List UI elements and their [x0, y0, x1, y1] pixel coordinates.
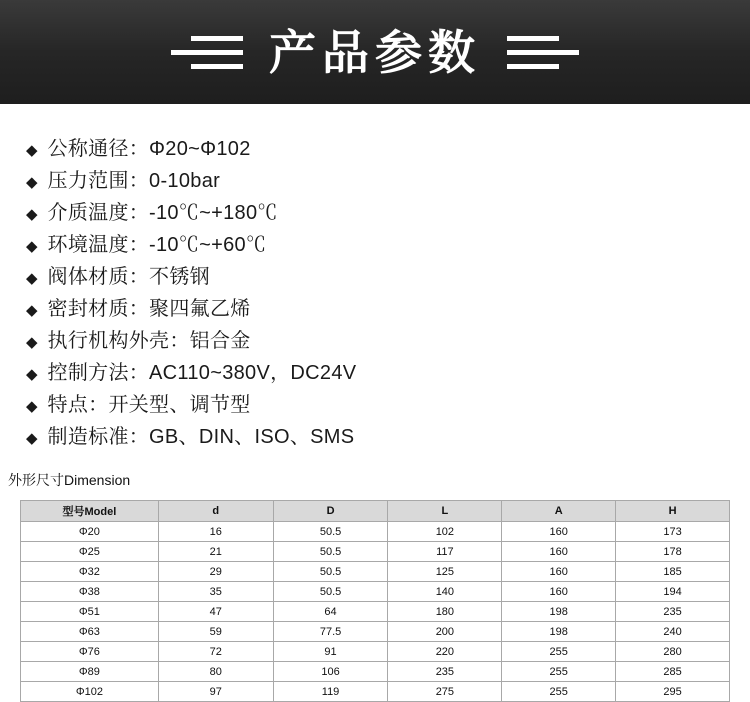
list-item [26, 294, 750, 326]
page-banner [0, 0, 750, 104]
cell-D: 50.5 [273, 542, 388, 562]
cell-L: 125 [388, 562, 502, 582]
spec-text: 阀体材质：不锈钢 [47, 266, 210, 288]
table-row [21, 562, 730, 582]
table-row [21, 622, 730, 642]
diamond-bullet-icon: ◆ [26, 142, 38, 159]
cell-A: 160 [502, 542, 616, 562]
cell-A: 255 [502, 642, 616, 662]
cell-L: 235 [388, 662, 502, 682]
cell-A: 198 [502, 602, 616, 622]
cell-model: Φ32 [21, 562, 159, 582]
cell-A: 198 [502, 622, 616, 642]
table-header-row [21, 501, 730, 522]
list-item [26, 358, 750, 390]
cell-model: Φ102 [21, 682, 159, 702]
cell-model: Φ89 [21, 662, 159, 682]
spec-text: 制造标准：GB、DIN、ISO、SMS [47, 426, 355, 448]
cell-A: 255 [502, 682, 616, 702]
cell-d: 29 [158, 562, 273, 582]
cell-D: 50.5 [273, 582, 388, 602]
spec-text: 环境温度：-10℃~+60℃ [47, 234, 267, 256]
cell-H: 173 [616, 522, 730, 542]
diamond-bullet-icon: ◆ [26, 334, 38, 351]
cell-H: 178 [616, 542, 730, 562]
cell-D: 106 [273, 662, 388, 682]
cell-D: 91 [273, 642, 388, 662]
specification-list [0, 104, 750, 454]
table-row [21, 682, 730, 702]
cell-H: 285 [616, 662, 730, 682]
cell-D: 119 [273, 682, 388, 702]
column-header-model: 型号Model [21, 501, 159, 522]
column-header-A: A [502, 501, 616, 522]
cell-H: 235 [616, 602, 730, 622]
cell-d: 35 [158, 582, 273, 602]
spec-text: 控制方法：AC110~380V，DC24V [47, 362, 357, 384]
cell-L: 275 [388, 682, 502, 702]
list-item [26, 326, 750, 358]
table-row [21, 602, 730, 622]
dimension-table-wrapper [0, 500, 750, 702]
spec-text: 公称通径：Φ20~Φ102 [47, 138, 251, 160]
diamond-bullet-icon: ◆ [26, 366, 38, 383]
list-item [26, 166, 750, 198]
cell-H: 194 [616, 582, 730, 602]
cell-model: Φ38 [21, 582, 159, 602]
spec-text: 压力范围：0-10bar [47, 170, 221, 192]
table-row [21, 542, 730, 562]
diamond-bullet-icon: ◆ [26, 238, 38, 255]
cell-d: 97 [158, 682, 273, 702]
cell-L: 140 [388, 582, 502, 602]
cell-D: 77.5 [273, 622, 388, 642]
diamond-bullet-icon: ◆ [26, 270, 38, 287]
cell-L: 117 [388, 542, 502, 562]
cell-d: 47 [158, 602, 273, 622]
cell-H: 185 [616, 562, 730, 582]
cell-L: 102 [388, 522, 502, 542]
triple-bar-left-icon [171, 36, 243, 69]
table-row [21, 642, 730, 662]
diamond-bullet-icon: ◆ [26, 398, 38, 415]
cell-L: 180 [388, 602, 502, 622]
cell-L: 200 [388, 622, 502, 642]
cell-A: 255 [502, 662, 616, 682]
cell-d: 16 [158, 522, 273, 542]
cell-H: 240 [616, 622, 730, 642]
table-row [21, 522, 730, 542]
list-item [26, 422, 750, 454]
column-header-d: d [158, 501, 273, 522]
table-row [21, 582, 730, 602]
table-row [21, 662, 730, 682]
cell-H: 295 [616, 682, 730, 702]
list-item [26, 134, 750, 166]
cell-d: 72 [158, 642, 273, 662]
list-item [26, 198, 750, 230]
list-item [26, 390, 750, 422]
cell-D: 64 [273, 602, 388, 622]
cell-A: 160 [502, 582, 616, 602]
cell-model: Φ76 [21, 642, 159, 662]
spec-text: 介质温度：-10℃~+180℃ [47, 202, 278, 224]
diamond-bullet-icon: ◆ [26, 430, 38, 447]
cell-model: Φ63 [21, 622, 159, 642]
cell-model: Φ25 [21, 542, 159, 562]
dimension-caption: 外形尺寸Dimension [8, 472, 131, 488]
list-item [26, 230, 750, 262]
cell-A: 160 [502, 562, 616, 582]
dimension-table [20, 500, 730, 702]
cell-d: 59 [158, 622, 273, 642]
column-header-L: L [388, 501, 502, 522]
cell-L: 220 [388, 642, 502, 662]
page-title: 产品参数 [269, 25, 481, 79]
triple-bar-right-icon [507, 36, 579, 69]
diamond-bullet-icon: ◆ [26, 206, 38, 223]
spec-text: 执行机构外壳：铝合金 [47, 330, 251, 352]
spec-text: 密封材质：聚四氟乙烯 [47, 298, 251, 320]
cell-D: 50.5 [273, 562, 388, 582]
diamond-bullet-icon: ◆ [26, 174, 38, 191]
list-item [26, 262, 750, 294]
cell-A: 160 [502, 522, 616, 542]
diamond-bullet-icon: ◆ [26, 302, 38, 319]
cell-d: 80 [158, 662, 273, 682]
cell-D: 50.5 [273, 522, 388, 542]
cell-H: 280 [616, 642, 730, 662]
cell-model: Φ20 [21, 522, 159, 542]
column-header-H: H [616, 501, 730, 522]
column-header-D: D [273, 501, 388, 522]
spec-text: 特点：开关型、调节型 [47, 394, 251, 416]
cell-model: Φ51 [21, 602, 159, 622]
cell-d: 21 [158, 542, 273, 562]
